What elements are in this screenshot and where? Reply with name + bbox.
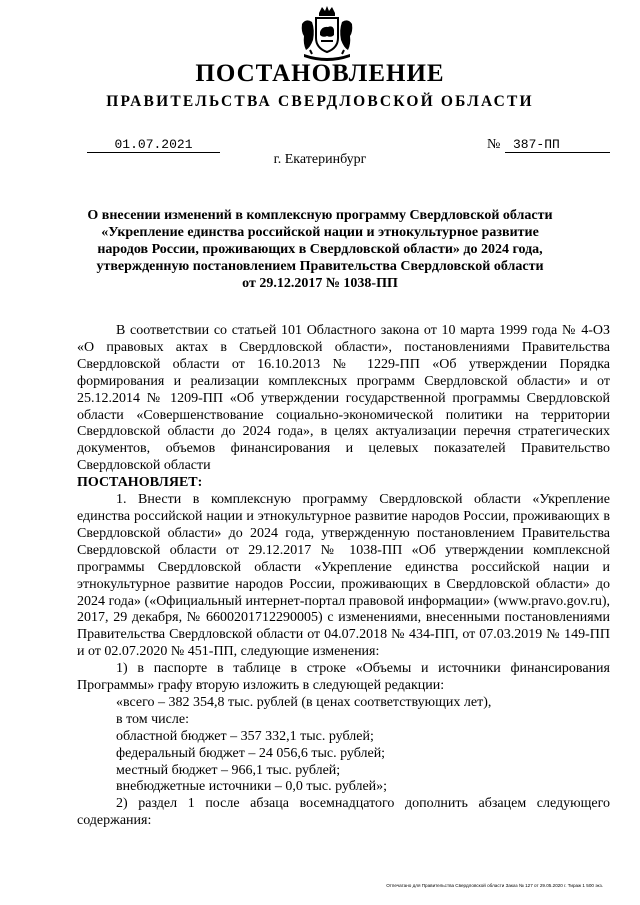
preamble-paragraph: В соответствии со статьей 101 Областного закона от 10 марта 1999 года № 4-ОЗ «О правовых актах в Свердловской области», постановлениями Правительства Свердловской области от 16.10.2013 № 1229-ПП «Об утверждении Порядка формирования и реализации комплексных программ Свердловской области» и от 25.12.2014 № 1209-ПП «Об утверждении государственной программы Свердловской области «Совершенствование социально-экономической политики на территории Свердловской области до 2024 года», в целях актуализации перечня стратегических документов, объемов финансирования и целевых показателей Правительство Свердловской области	[77, 323, 610, 474]
document-date: 01.07.2021	[87, 137, 220, 153]
heading-line: утвержденную постановлением Правительства Свердловской области	[96, 259, 544, 274]
funding-line: «всего – 382 354,8 тыс. рублей (в ценах соответствующих лет),	[116, 694, 492, 710]
funding-line: местный бюджет – 966,1 тыс. рублей;	[116, 762, 341, 778]
heading-line: «Укрепление единства российской нации и этнокультурное развитие	[101, 225, 539, 240]
document-title: ПОСТАНОВЛЕНИЕ	[195, 60, 445, 87]
funding-line: федеральный бюджет – 24 056,6 тыс. рублей;	[116, 745, 386, 761]
subitem-1-paragraph: 1) в паспорте в таблице в строке «Объемы и источники финансирования Программы» графу вторую изложить в следующей редакции:	[77, 661, 610, 694]
heading-line: народов России, проживающих в Свердловской области» до 2024 года,	[97, 242, 543, 257]
item-1-paragraph: 1. Внести в комплексную программу Свердловской области «Укрепление единства российской нации и этнокультурное развитие народов России, проживающих в Свердловской области» до 2024 года, утвержденную постановлением Правительства Свердловской области от 29.12.2017 № 1038-ПП «Об утверждении комплексной программы Свердловской области «Укрепление единства российской нации и этнокультурное развитие народов России, проживающих в Свердловской области» до 2024 года» («Официальный интернет-портал правовой информации» (www.pravo.gov.ru), 2017, 29 декабря, № 6600201712290005) с изменениями, внесенными постановлениями Правительства Свердловской области от 04.07.2018 № 434-ПП, от 07.03.2019 № 149-ПП и от 02.07.2020 № 451-ПП, следующие изменения:	[77, 492, 610, 660]
funding-line: областной бюджет – 357 332,1 тыс. рублей;	[116, 728, 374, 744]
coat-of-arms-icon	[298, 4, 356, 64]
document-heading	[80, 207, 560, 292]
funding-line: в том числе:	[116, 711, 189, 727]
heading-line: от 29.12.2017 № 1038-ПП	[242, 276, 398, 291]
issuer-title: ПРАВИТЕЛЬСТВА СВЕРДЛОВСКОЙ ОБЛАСТИ	[106, 93, 534, 110]
subitem-2-paragraph: 2) раздел 1 после абзаца восемнадцатого дополнить абзацем следующего содержания:	[77, 796, 610, 829]
document-number: 387-ПП	[505, 137, 610, 153]
heading-line: О внесении изменений в комплексную программу Свердловской области	[87, 208, 553, 223]
city: г. Екатеринбург	[273, 152, 367, 167]
funding-line: внебюджетные источники – 0,0 тыс. рублей»;	[116, 779, 388, 795]
number-label: №	[487, 137, 501, 152]
document-body	[77, 323, 610, 830]
print-footer: Отпечатано для Правительства Свердловской области Заказ № 127 от 29.05.2020 г. Тираж 1 500 экз.	[386, 883, 603, 888]
resolves-heading: ПОСТАНОВЛЯЕТ:	[77, 475, 203, 491]
